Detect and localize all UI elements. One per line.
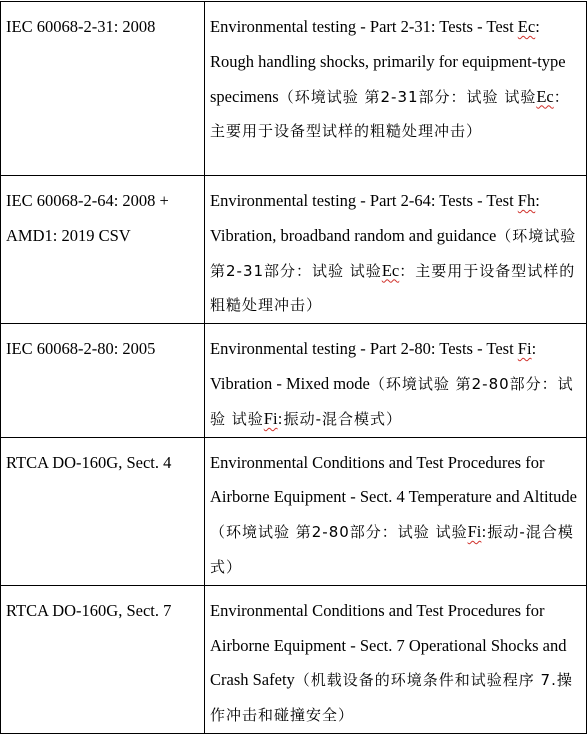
- standard-title-cell: [205, 585, 587, 733]
- chinese-title-text: （环境试验 第2-80部分：试验 试验: [210, 374, 574, 428]
- standards-table-body: [1, 2, 587, 734]
- standard-title-cell: [205, 437, 587, 585]
- standard-code-cell: IEC 60068-2-31: 2008: [1, 2, 205, 176]
- chinese-title-text: （环境试验 第2-31部分：试验 试验: [278, 87, 537, 106]
- english-title-text: Environmental Conditions and Test Procedures for Airborne Equipment - Sect. 4 Temperature and Altitude: [210, 452, 577, 507]
- chinese-title-text: （机载设备的环境条件和试验程序 7.操作冲击和碰撞安全）: [210, 671, 573, 725]
- spellcheck-flagged-text: Ec: [517, 17, 536, 36]
- chinese-title-text: :振动-混合模式）: [210, 523, 574, 576]
- standard-code-cell: IEC 60068-2-80: 2005: [1, 324, 205, 437]
- standard-code-cell: RTCA DO-160G, Sect. 7: [1, 585, 205, 733]
- spellcheck-flagged-text: Fi: [263, 408, 278, 428]
- standards-table: [0, 1, 587, 734]
- chinese-title-text: :振动-混合模式）: [277, 409, 403, 428]
- chinese-title-text: （环境试验 第2-80部分：试验 试验: [210, 523, 468, 542]
- english-title-text: Environmental Conditions and Test Procedures for Airborne Equipment - Sect. 7 Operational Shocks and Crash Safety: [210, 600, 567, 690]
- standard-code-cell: IEC 60068-2-64: 2008 + AMD1: 2019 CSV: [1, 176, 205, 324]
- spellcheck-flagged-text: Ec: [536, 86, 554, 106]
- table-row: [1, 324, 587, 437]
- english-title-text: Environmental testing - Part 2-64: Tests - Test: [210, 191, 518, 210]
- chinese-title-text: ：主要用于设备型试样的粗糙处理冲击）: [210, 261, 576, 315]
- standard-title-cell: [205, 2, 587, 176]
- table-row: [1, 176, 587, 324]
- table-row: [1, 437, 587, 585]
- spellcheck-flagged-text: Fi: [467, 522, 482, 542]
- english-title-text: : Vibration - Mixed mode: [210, 339, 537, 393]
- table-row: [1, 585, 587, 733]
- standard-title-cell: [205, 324, 587, 437]
- english-title-text: Environmental testing - Part 2-31: Tests - Test: [210, 17, 518, 36]
- chinese-title-text: ：主要用于设备型试样的粗糙处理冲击）: [210, 87, 570, 141]
- english-title-text: : Rough handling shocks, primarily for equipment-type specimens: [210, 17, 566, 106]
- table-row: [1, 2, 587, 176]
- spellcheck-flagged-text: Fi: [517, 339, 532, 359]
- spellcheck-flagged-text: Fh: [517, 191, 536, 210]
- spellcheck-flagged-text: Ec: [381, 260, 400, 280]
- chinese-title-text: （环境试验 第2-31部分：试验 试验: [210, 226, 577, 280]
- english-title-text: : Vibration, broadband random and guidance: [210, 191, 540, 245]
- standard-title-cell: [205, 176, 587, 324]
- english-title-text: Environmental testing - Part 2-80: Tests - Test: [210, 339, 518, 359]
- standard-code-cell: RTCA DO-160G, Sect. 4: [1, 437, 205, 585]
